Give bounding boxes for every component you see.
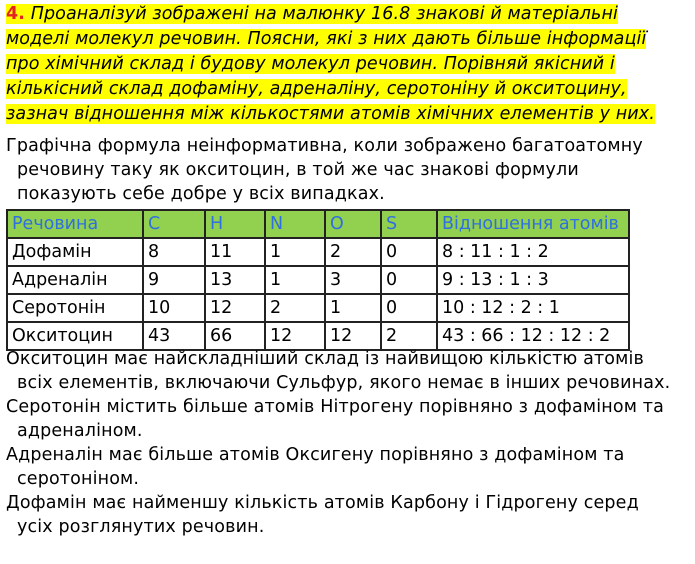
conclusion-line: усіх розглянутих речовин. [17, 517, 265, 537]
cell-nitrogen: 12 [265, 322, 325, 350]
cell-substance: Адреналін [7, 266, 143, 294]
task-number: 4. [6, 4, 26, 24]
conclusion-line: Серотонін містить більше атомів Нітрогену порівняно з дофаміном та [6, 397, 665, 417]
conclusion-line: Адреналін має більше атомів Оксигену порівняно з дофаміном та [6, 445, 625, 465]
conclusion-line: всіх елементів, включаючи Сульфур, якого немає в інших речовинах. [17, 373, 671, 393]
conclusion-line: адреналіном. [17, 421, 143, 441]
header-sulfur: S [381, 210, 437, 238]
cell-nitrogen: 2 [265, 294, 325, 322]
task-statement [6, 2, 689, 127]
cell-oxygen: 3 [325, 266, 381, 294]
cell-oxygen: 12 [325, 322, 381, 350]
atom-count-table [6, 209, 630, 351]
cell-nitrogen: 1 [265, 238, 325, 266]
conclusion-line: Окситоцин має найскладніший склад із найвищою кількістю атомів [6, 349, 644, 369]
cell-oxygen: 1 [325, 294, 381, 322]
cell-ratio: 10 : 12 : 2 : 1 [437, 294, 629, 322]
cell-hydrogen: 66 [205, 322, 265, 350]
task-line-1-text: Проаналізуй зображені на малюнку 16.8 знакові й матеріальні [25, 4, 618, 24]
intro-line: показують себе добре у всіх випадках. [17, 184, 385, 204]
cell-substance: Окситоцин [7, 322, 143, 350]
header-carbon: C [143, 210, 205, 238]
header-hydrogen: H [205, 210, 265, 238]
cell-hydrogen: 12 [205, 294, 265, 322]
header-ratio: Відношення атомів [437, 210, 629, 238]
task-line-2: моделі молекул речовин. Поясни, які з них дають більше інформації [6, 29, 647, 49]
cell-substance: Дофамін [7, 238, 143, 266]
cell-carbon: 10 [143, 294, 205, 322]
table-row [7, 322, 629, 350]
cell-hydrogen: 13 [205, 266, 265, 294]
cell-sulfur: 0 [381, 238, 437, 266]
conclusion-line: Дофамін має найменшу кількість атомів Карбону і Гідрогену серед [6, 493, 639, 513]
cell-carbon: 43 [143, 322, 205, 350]
cell-sulfur: 0 [381, 266, 437, 294]
task-line-3: про хімічний склад і будову молекул речовин. Порівняй якісний і [6, 54, 615, 74]
table-row [7, 294, 629, 322]
task-line-1 [6, 4, 618, 24]
cell-nitrogen: 1 [265, 266, 325, 294]
intro-line: речовину таку як окситоцин, в той же час знакові формули [17, 160, 579, 180]
cell-ratio: 43 : 66 : 12 : 12 : 2 [437, 322, 629, 350]
table-row [7, 266, 629, 294]
cell-carbon: 9 [143, 266, 205, 294]
cell-oxygen: 2 [325, 238, 381, 266]
table-row [7, 238, 629, 266]
conclusion-line: серотоніном. [17, 469, 140, 489]
cell-sulfur: 2 [381, 322, 437, 350]
cell-ratio: 9 : 13 : 1 : 3 [437, 266, 629, 294]
conclusions-paragraph [6, 347, 670, 539]
cell-substance: Серотонін [7, 294, 143, 322]
cell-carbon: 8 [143, 238, 205, 266]
header-oxygen: O [325, 210, 381, 238]
cell-hydrogen: 11 [205, 238, 265, 266]
task-line-4: кількісний склад дофаміну, адреналіну, серотоніну й окситоцину, [6, 79, 627, 99]
intro-line: Графічна формула неінформативна, коли зображено багатоатомну [6, 136, 643, 156]
header-nitrogen: N [265, 210, 325, 238]
cell-ratio: 8 : 11 : 1 : 2 [437, 238, 629, 266]
intro-paragraph [6, 134, 643, 206]
task-line-5: зазнач відношення між кількостями атомів хімічних елементів у них. [6, 104, 655, 124]
table-header-row [7, 210, 629, 238]
cell-sulfur: 0 [381, 294, 437, 322]
header-substance: Речовина [7, 210, 143, 238]
